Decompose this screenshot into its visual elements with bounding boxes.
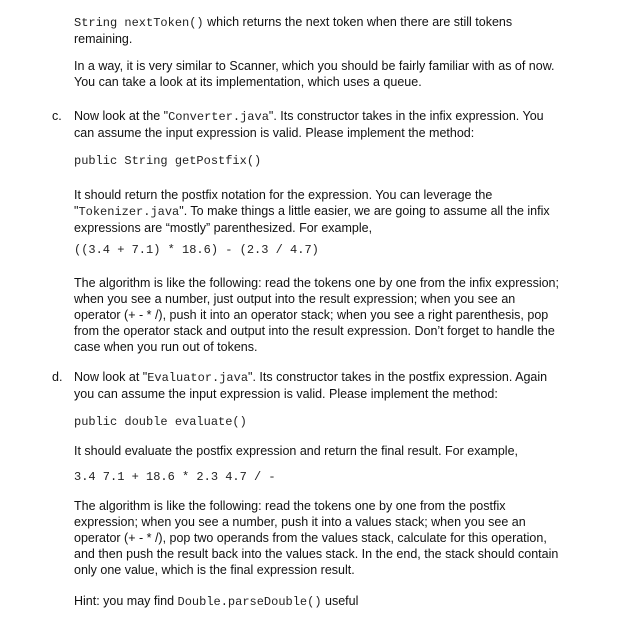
paragraph-text: ". Its constructor takes in the infix expression. You can assume the input expression is valid. Please implement the method:: [74, 109, 544, 140]
evaluator-algorithm-paragraph: The algorithm is like the following: read the tokens one by one from the postfix expression; when you see a number, push it into a values stack; when you see an operator (+ - * /), pop two operands from the values stack, calculate for this operation, and then push the result back into the values stack. In the end, the stack should contain only one value, which is the final expression result.: [74, 499, 559, 577]
inline-code: String nextToken(): [74, 16, 204, 30]
list-marker-c: c.: [52, 109, 62, 123]
inline-code: Evaluator.java: [147, 371, 249, 385]
converter-intro-paragraph: [74, 108, 564, 141]
evaluate-method-signature: public double evaluate(): [74, 415, 247, 429]
paragraph-text: Now look at ": [74, 370, 148, 384]
get-postfix-method-signature: public String getPostfix(): [74, 154, 262, 168]
postfix-example: 3.4 7.1 + 18.6 * 2.3 4.7 / -: [74, 470, 276, 484]
converter-algorithm-paragraph: The algorithm is like the following: read the tokens one by one from the infix expression; when you see a number, just output into the result expression; when you see an operator (+ - * /), push it into an operator stack; when you see a right parenthesis, pop from the operator stack and output into the result expression. Don’t forget to handle the case when you run out of tokens.: [74, 276, 559, 354]
evaluator-intro-paragraph: [74, 369, 564, 402]
hint-paragraph: [74, 593, 564, 610]
paragraph-text: Now look at the ": [74, 109, 169, 123]
intro-scanner-paragraph: In a way, it is very similar to Scanner, which you should be fairly familiar with as of now. You can take a look at its implementation, which uses a queue.: [74, 59, 555, 89]
intro-next-token-paragraph: [74, 14, 564, 47]
postfix-description-paragraph: [74, 187, 564, 236]
paragraph-text: useful: [321, 594, 359, 608]
paragraph-text: ". Its constructor takes in the postfix expression. Again you can assume the input expression is valid. Please implement the method:: [74, 370, 548, 401]
paragraph-text: ". To make things a little easier, we are going to assume all the infix expressions are “mostly” parenthesized. For example,: [74, 204, 550, 235]
infix-example: ((3.4 + 7.1) * 18.6) - (2.3 / 4.7): [74, 243, 319, 257]
paragraph-text: which returns the next token when there are still tokens remaining.: [74, 15, 513, 46]
inline-code: Tokenizer.java: [78, 205, 180, 219]
inline-code: Double.parseDouble(): [177, 595, 322, 609]
paragraph-text: It should return the postfix notation for the expression. You can leverage the ": [74, 188, 493, 218]
inline-code: Converter.java: [168, 110, 269, 124]
paragraph-text: Hint: you may find: [74, 594, 178, 608]
list-marker-d: d.: [52, 370, 63, 384]
evaluate-description-paragraph: It should evaluate the postfix expression and return the final result. For example,: [74, 444, 518, 458]
